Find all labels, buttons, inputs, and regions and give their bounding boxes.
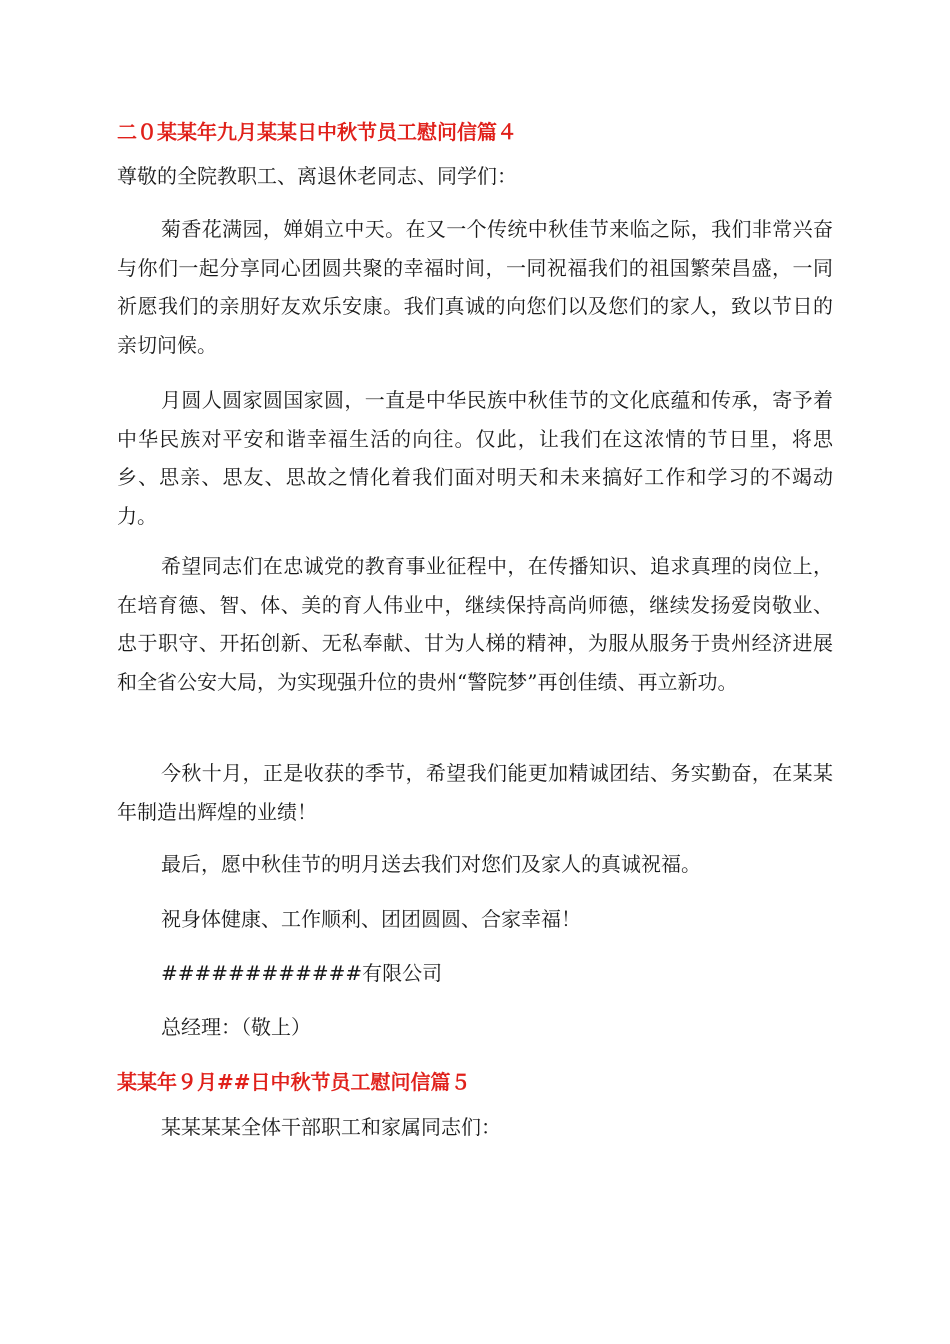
section-5-salutation: 某某某某全体干部职工和家属同志们：	[161, 1115, 501, 1139]
section-4-paragraph-1: 菊香花满园，婵娟立中天。在又一个传统中秋佳节来临之际，我们非常兴奋与你们一起分享同心团圆共聚的幸福时间，一同祝福我们的祖国繁荣昌盛，一同祈愿我们的亲朋好友欢乐安康。我们真诚的向您们以及您们的家人，致以节日的亲切问候。	[117, 217, 833, 357]
section-4-paragraph-4: 今秋十月，正是收获的季节，希望我们能更加精诚团结、务实勤奋，在某某年制造出辉煌的业绩！	[117, 761, 833, 824]
section-4-paragraph-3: 希望同志们在忠诚党的教育事业征程中，在传播知识、追求真理的岗位上，在培育德、智、体、美的育人伟业中，继续保持高尚师德，继续发扬爱岗敬业、忠于职守、开拓创新、无私奉献、甘为人梯的精神，为服从服务于贵州经济进展和全省公安大局，为实现强升位的贵州“警院梦”再创佳绩、再立新功。	[117, 554, 833, 694]
section-4-closing: 最后，愿中秋佳节的明月送去我们对您们及家人的真诚祝福。	[161, 852, 701, 876]
section-5-title: 某某年９月##日中秋节员工慰问信篇５	[117, 1070, 471, 1094]
section-4-wishes: 祝身体健康、工作顺利、团团圆圆、合家幸福！	[161, 907, 581, 931]
section-4-company: ############有限公司	[161, 961, 443, 985]
section-4-title: 二０某某年九月某某日中秋节员工慰问信篇４	[117, 120, 517, 144]
section-4-salutation: 尊敬的全院教职工、离退休老同志、同学们：	[117, 164, 517, 188]
section-4-signature: 总经理：（敬上）	[161, 1015, 311, 1039]
section-4-paragraph-2: 月圆人圆家圆国家圆，一直是中华民族中秋佳节的文化底蕴和传承，寄予着中华民族对平安和谐幸福生活的向往。仅此，让我们在这浓情的节日里，将思乡、思亲、思友、思故之情化着我们面对明天和未来搞好工作和学习的不竭动力。	[117, 388, 833, 528]
